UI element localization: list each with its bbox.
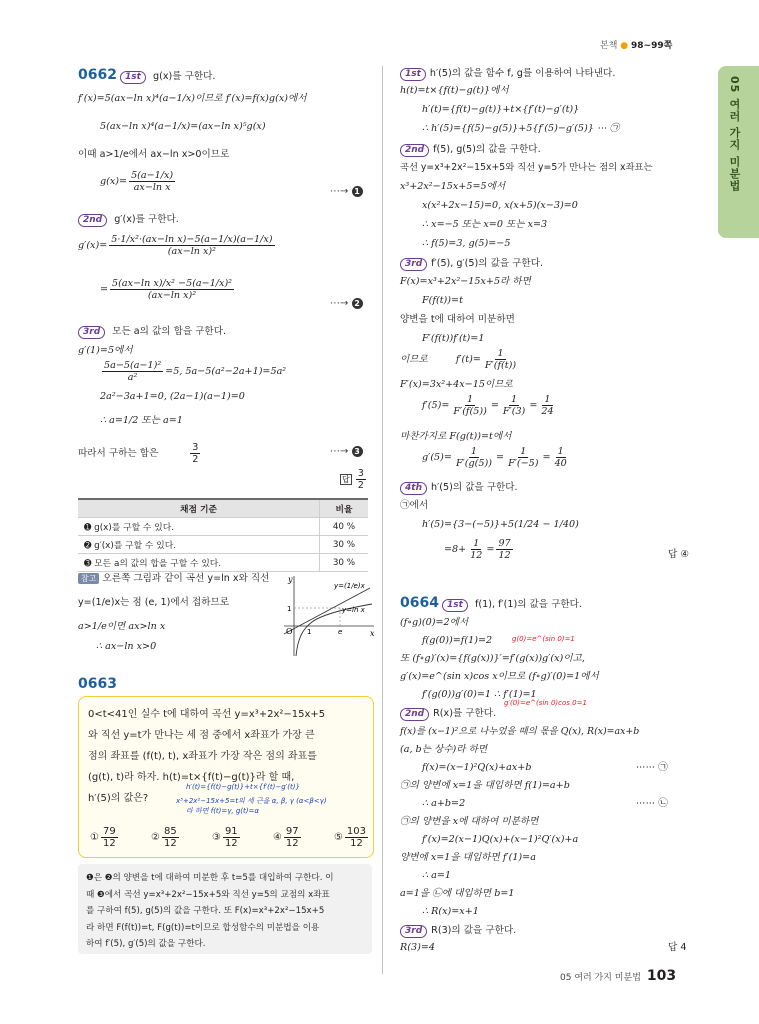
choice-number: ④ (272, 832, 282, 843)
header-pages: 98~99쪽 (631, 41, 673, 51)
eq-line: h′(t)={f(t)−g(t)}+t×{f′(t)−g′(t)} (422, 104, 580, 115)
annotation-note (176, 782, 327, 816)
circle-1-icon: 1 (352, 186, 363, 197)
eq-gprime-2 (100, 278, 236, 301)
footer-chapter: 05 여러 가지 미분법 (560, 973, 641, 983)
eq-line: f(x)=(x−1)²Q(x)+ax+b (422, 762, 532, 773)
note-tag: 참고 (78, 573, 99, 584)
eq-line: F′(f(t))f′(t)=1 (422, 333, 485, 344)
p0662-step2 (78, 214, 179, 227)
choice-number: ① (90, 832, 99, 843)
axis-y-label: y (288, 575, 293, 584)
step-badge-3rd: 3rd (400, 925, 427, 938)
frac-den: 12 (224, 838, 238, 849)
frac-num: 79 (102, 826, 116, 837)
hint-line: 하여 f′(5), g′(5)의 값을 구한다. (86, 939, 206, 949)
table-row (78, 536, 368, 554)
axis-x-label: x (370, 629, 375, 638)
eq-line: x(x²+2x−15)=0, x(x+5)(x−3)=0 (422, 200, 578, 211)
frac-den: 12 (163, 838, 177, 849)
frac-num: 97 (498, 538, 511, 549)
frac-num: 5a−5(a−1)² (104, 360, 162, 371)
eq-line: g′(x)=e^(sin x)cos x이므로 (f∘g)′(0)=1에서 (400, 671, 599, 682)
choice-number: ⑤ (333, 832, 343, 843)
frac-den: F′(−5) (508, 458, 539, 469)
eq-line: f(x)를 (x−1)²으로 나누었을 때의 몫을 Q(x), R(x)=ax+b (400, 726, 640, 737)
step-badge-4th: 4th (400, 482, 427, 495)
frac-num: 85 (163, 826, 177, 837)
eq-line: ∴ h′(5)={f(5)−g(5)}+5{f′(5)−g′(5)} ⋯ ㉠ (422, 123, 620, 134)
note-line: y=(1/e)x는 점 (e, 1)에서 접하므로 (78, 597, 229, 608)
criteria-cell: ➌ 모든 a의 값의 합을 구할 수 있다. (78, 554, 320, 572)
eq-line: ∴ x=−5 또는 x=0 또는 x=3 (422, 219, 548, 230)
marker-1: ⋯→ 1 (330, 186, 363, 197)
choice-option[interactable] (212, 826, 242, 849)
frac-num: 103 (346, 826, 366, 837)
question-line: 점의 좌표를 (f(t), t), x좌표가 가장 작은 점의 좌표를 (88, 751, 317, 762)
eq-g (100, 170, 177, 193)
handwritten-note: g(0)=e^(sin 0)=1 (512, 635, 575, 643)
step-text: R(3)의 값을 구한다. (431, 925, 517, 936)
ratio-cell: 30 % (320, 536, 369, 554)
step-badge-3rd: 3rd (400, 258, 427, 271)
marker-2: ⋯→ 2 (330, 298, 363, 309)
eq-lhs: g(x)= (100, 175, 128, 187)
step-badge-1st: 1st (400, 68, 426, 81)
eq-line: 곡선 y=x³+2x²−15x+5와 직선 y=5가 만나는 점의 x좌표는 (400, 162, 653, 173)
frac-num: 1 (470, 446, 478, 457)
step-text: h′(5)의 값을 구한다. (430, 482, 518, 493)
circle-3-icon: 3 (352, 446, 363, 457)
eq-line: f′(x)=5(ax−ln x)⁴(a−1/x)이므로 f′(x)=f(x)g(x)에서 (78, 93, 307, 104)
question-line: h′(5)의 값은? (88, 793, 149, 804)
p0662-step3 (78, 326, 226, 339)
eq-line: ∴ a+b=2 (422, 798, 466, 809)
frac-num: 5(ax−ln x)/x² −5(a−1/x)² (112, 278, 233, 289)
frac-num: 3 (357, 468, 364, 479)
frac-den: F′(g(5)) (455, 458, 493, 469)
frac-den: 12 (285, 838, 299, 849)
grading-table (78, 498, 368, 572)
frac-num: 1 (497, 348, 504, 359)
step-badge-1st: 1st (442, 599, 468, 612)
tangent-graph (278, 572, 378, 658)
eq-line: ㉠의 양변을 x에 대하여 미분하면 (400, 816, 539, 827)
question-line: (g(t), t)라 하자. h(t)=t×{f(t)−g(t)}라 할 때, (88, 772, 295, 783)
step-text: g′(x)를 구한다. (114, 214, 179, 225)
step-badge-3rd: 3rd (78, 326, 105, 339)
eq-lhs: f′(5)= (422, 399, 450, 411)
eq-line (400, 348, 520, 371)
header-book: 본책 (600, 41, 618, 51)
p0662-title (78, 68, 215, 84)
eq-line: R(3)=4 (400, 942, 435, 953)
frac-den: 2 (357, 480, 364, 491)
frac-num: 1 (544, 394, 551, 405)
result-text: 따라서 구하는 합은 (78, 447, 159, 459)
eq-ref: ⋯⋯ ㉠ (636, 762, 668, 773)
frac-den: F′(f(t)) (484, 360, 517, 371)
eq-line: h(t)=t×{f(t)−g(t)}에서 (400, 85, 509, 96)
note-line: a>1/e이면 ax>ln x (78, 621, 166, 632)
eq-ref: ⋯⋯ ㉡ (636, 798, 668, 809)
problem-number: 0664 (400, 595, 439, 611)
table-header-ratio: 비율 (320, 499, 369, 518)
frac-den: a² (127, 372, 138, 383)
eq-line: ∴ a=1 (422, 870, 452, 881)
frac-den: 12 (350, 838, 363, 849)
marker-3: ⋯→ 3 (330, 446, 363, 457)
frac-num: 1 (511, 394, 518, 405)
problem-number: 0663 (78, 676, 117, 692)
circle-2-icon: 2 (352, 298, 363, 309)
frac-den: F′(3) (502, 406, 526, 417)
column-divider (382, 66, 383, 974)
eq-gprime (78, 234, 277, 257)
frac-num: 1 (557, 446, 564, 457)
note-line: ∴ ax−ln x>0 (96, 641, 157, 652)
origin-label: O (286, 627, 293, 636)
annotation-line: h′(t)={f(t)−g(t)}+t×{f′(t)−g′(t)} (186, 783, 300, 791)
eq-text: 이므로 (400, 353, 428, 365)
eq-line: ㉠의 양변에 x=1을 대입하면 f(1)=a+b (400, 780, 570, 791)
step-badge-2nd: 2nd (400, 144, 429, 157)
tick-x-e: e (338, 628, 343, 636)
step-badge-1st: 1st (120, 71, 146, 84)
table-row (78, 554, 368, 572)
hint-line: 라 하면 F(f(t))=t, F(g(t))=t이므로 합성함수의 미분법을 이용 (86, 922, 320, 933)
eq-line: f′(x)=2(x−1)Q(x)+(x−1)²Q′(x)+a (422, 834, 579, 845)
bullet-dot: ● (620, 41, 629, 51)
eq-lhs: g′(x)= (78, 239, 108, 251)
eq-line: (a, b는 상수)라 하면 (400, 744, 488, 755)
eq-line: h′(5)={3−(−5)}+5(1/24 − 1/40) (422, 519, 579, 530)
eq-line: 이때 a>1/e에서 ax−ln x>0이므로 (78, 149, 230, 160)
step-badge-2nd: 2nd (400, 708, 429, 721)
curve-label: y=ln x (342, 606, 365, 614)
eq-line: a=1을 ㉡에 대입하면 b=1 (400, 888, 515, 899)
frac-den: 12 (498, 550, 511, 561)
note-line: 오른쪽 그림과 같이 곡선 y=ln x와 직선 (102, 573, 270, 584)
eq-line: 또 (f∘g)′(x)={f(g(x))}′=f′(g(x))g′(x)이고, (400, 653, 585, 664)
eq-lhs: = (100, 283, 109, 295)
frac-num: 97 (285, 826, 299, 837)
answer-label: 답 (342, 475, 350, 484)
criteria-cell: ➊ g(x)를 구할 수 있다. (78, 518, 320, 536)
eq-line (78, 442, 202, 465)
eq-line (100, 360, 286, 383)
eq-line: 마찬가지로 F(g(t))=t에서 (400, 431, 512, 442)
eq-line: F(f(t))=t (422, 295, 463, 306)
frac-den: ax−ln x (133, 182, 171, 193)
eq-line: g′(5)= $\frac{1}{F'(g(5))}$ = $\frac{1}{F'(-5)}$ = $\frac{1}{40}$ (422, 446, 567, 469)
eq-line: f(g(0))=f(1)=2 (422, 635, 493, 646)
eq-lhs: f′(t)= (455, 353, 481, 365)
eq-line: ∴ a=1/2 또는 a=1 (100, 415, 183, 426)
choice-option[interactable] (334, 826, 370, 849)
step-text: h′(5)의 값을 함수 f, g를 이용하여 나타낸다. (429, 68, 616, 79)
step-text: R(x)를 구한다. (433, 708, 497, 719)
annotation-line: 라 하면 f(t)=γ, g(t)=α (186, 807, 259, 815)
eq-line: 5(ax−ln x)⁴(a−1/x)=(ax−ln x)⁵g(x) (100, 121, 266, 132)
choices (90, 826, 370, 849)
answer-0663: 답 ④ (668, 549, 689, 560)
tick-y-1: 1 (287, 605, 292, 613)
frac-den: 12 (470, 550, 483, 561)
eq-line: f′(g(0))g′(0)=1 ∴ f′(1)=1 (422, 689, 537, 700)
eq-line: 양변에 x=1을 대입하면 f′(1)=a (400, 852, 536, 863)
note-box (78, 572, 378, 662)
hint-text (86, 870, 368, 953)
problem-number: 0662 (78, 67, 117, 83)
frac-den: (ax−ln x)² (147, 290, 197, 301)
criteria-cell: ➋ g′(x)를 구할 수 있다. (78, 536, 320, 554)
eq-lhs: =8+ (444, 543, 467, 555)
eq-line: f′(5)= $\frac{1}{F'(f(5))}$ = $\frac{1}{F'(3)}$ = $\frac{1}{24}$ (422, 394, 554, 417)
eq-line: x³+2x²−15x+5=5에서 (400, 181, 506, 192)
page-footer (560, 968, 676, 984)
frac-den: 2 (192, 454, 199, 465)
frac-num: 1 (520, 446, 527, 457)
frac-den: F′(f(5)) (453, 406, 487, 417)
frac-den: 12 (102, 838, 116, 849)
line-label: y=(1/e)x (334, 582, 365, 590)
side-tab-label: 05 여러 가지 미분법 (728, 76, 741, 192)
frac-num: 3 (192, 442, 199, 453)
frac-num: 5(a−1/x) (131, 170, 174, 181)
step-text: f(5), g(5)의 값을 구한다. (433, 144, 541, 155)
eq-line: g′(1)=5에서 (78, 345, 133, 356)
answer-0662 (340, 468, 368, 491)
choice-number: ③ (211, 832, 221, 843)
eq-line: 양변을 t에 대하여 미분하면 (400, 314, 515, 325)
tick-x-1: 1 (307, 628, 312, 636)
hint-line: ❶은 ❷의 양변을 t에 대하여 미분한 후 t=5를 대입하여 구한다. 이 (86, 873, 334, 883)
hint-line: 때 ❸에서 곡선 y=x³+2x²−15x+5와 직선 y=5의 교점의 x좌표 (86, 889, 330, 900)
choice-option[interactable] (151, 826, 181, 849)
question-line: 0<t<41인 실수 t에 대하여 곡선 y=x³+2x²−15x+5 (88, 709, 326, 720)
ratio-cell: 30 % (320, 554, 369, 572)
step-text: f′(5), g′(5)의 값을 구한다. (431, 258, 544, 269)
eq-rest: =5, 5a−5(a²−2a+1)=5a² (165, 365, 287, 377)
step-badge-2nd: 2nd (78, 214, 107, 227)
eq-line: F(x)=x³+2x²−15x+5라 하면 (400, 276, 531, 287)
eq-line: F′(x)=3x²+4x−15이므로 (400, 379, 513, 390)
eq-lhs: g′(5)= (422, 451, 452, 463)
handwritten-note: g′(0)=e^(sin 0)cos 0=1 (504, 699, 587, 707)
eq-line: 2a²−3a+1=0, (2a−1)(a−1)=0 (100, 391, 245, 402)
frac-den: (ax−ln x)² (167, 246, 217, 257)
step-text: 모든 a의 값의 합을 구한다. (112, 326, 227, 337)
frac-num: 5·1/x²·(ax−ln x)−5(a−1/x)(a−1/x) (111, 234, 273, 245)
step-text: g(x)를 구한다. (153, 71, 216, 82)
step-text: f(1), f′(1)의 값을 구한다. (475, 599, 582, 610)
question-line: 와 직선 y=t가 만나는 세 점 중에서 x좌표가 가장 큰 (88, 730, 315, 741)
eq-line: ㉠에서 (400, 500, 429, 511)
eq-line: =8+ $\frac{1}{12}$ = $\frac{97}{12}$ (444, 538, 511, 561)
answer-0664: 답 4 (668, 942, 687, 953)
annotation-line: x³+2x²−15x+5=t의 세 근을 α, β, γ (α<β<γ) (176, 797, 327, 805)
page-header (600, 42, 672, 51)
hint-line: 를 구하여 f(5), g(5)의 값을 구한다. 또 F(x)=x³+2x²−15x+5 (86, 906, 325, 916)
eq-line: ∴ R(x)=x+1 (422, 906, 479, 917)
frac-num: 1 (473, 538, 480, 549)
eq-line: ∴ f(5)=3, g(5)=−5 (422, 238, 511, 249)
table-row (78, 518, 368, 536)
frac-den: 24 (541, 406, 554, 417)
choice-option[interactable] (273, 826, 303, 849)
table-header-criteria: 채점 기준 (78, 499, 320, 518)
frac-num: 91 (224, 826, 238, 837)
frac-den: 40 (554, 458, 567, 469)
eq-line: (f∘g)(0)=2에서 (400, 617, 469, 628)
ratio-cell: 40 % (320, 518, 369, 536)
choice-option[interactable] (90, 826, 120, 849)
frac-num: 1 (467, 394, 474, 405)
choice-number: ② (150, 832, 160, 843)
footer-page-number: 103 (646, 968, 677, 984)
